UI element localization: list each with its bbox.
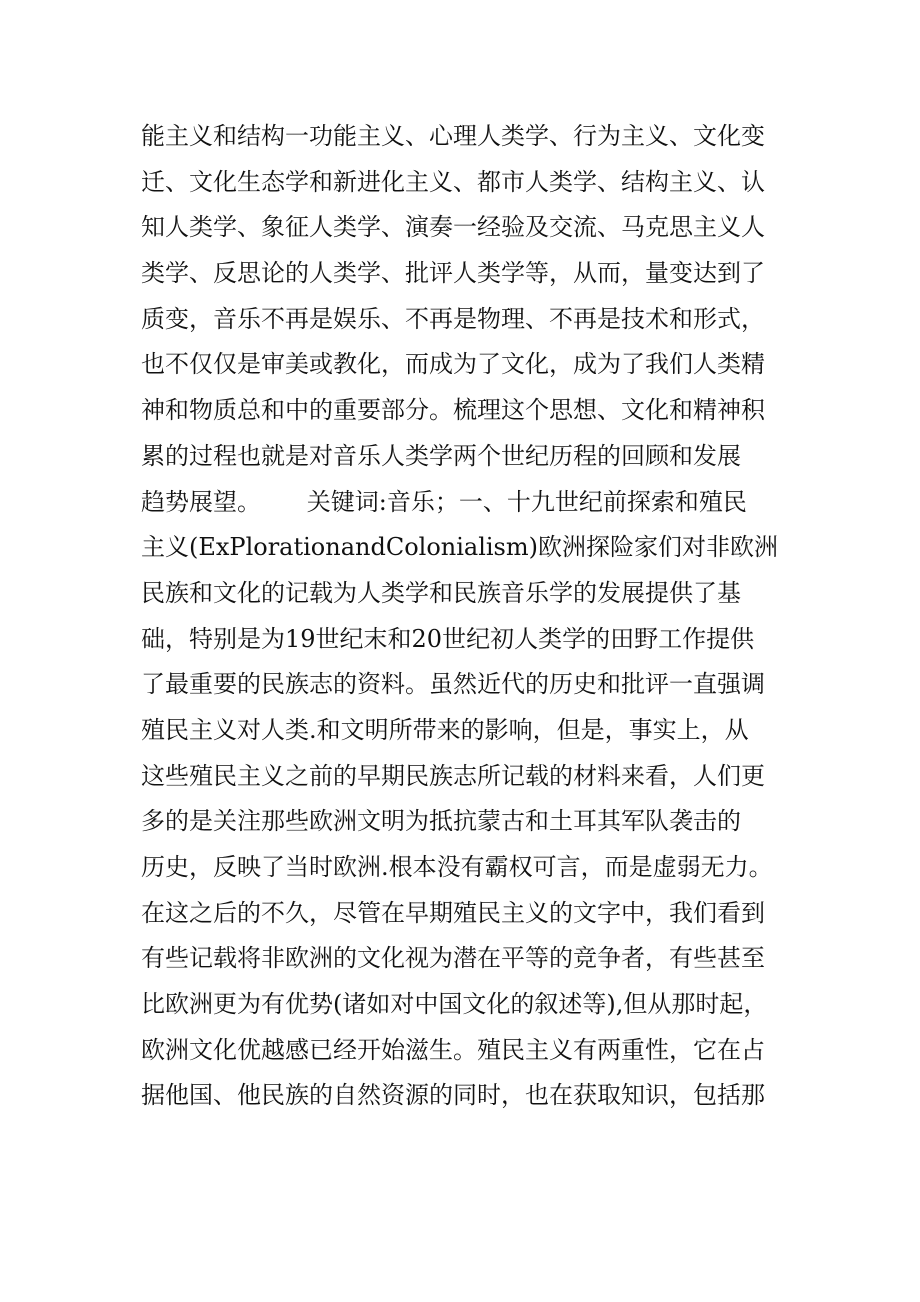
text-line: 趋势展望。 关键词:音乐；一、十九世纪前探索和殖民 (141, 487, 747, 516)
text-line: 质变，音乐不再是娱乐、不再是物理、不再是技术和形式， (141, 304, 765, 333)
text-line: 知人类学、象征人类学、演奏一经验及交流、马克思主义人 (141, 213, 765, 242)
text-line: 类学、反思论的人类学、批评人类学等，从而，量变达到了 (141, 259, 765, 288)
text-line: 多的是关注那些欧洲文明为抵抗蒙古和土耳其军队袭击的 (141, 807, 741, 836)
text-line: 据他国、他民族的自然资源的同时，也在获取知识，包括那 (141, 1081, 765, 1110)
text-line: 有些记载将非欧洲的文化视为潜在平等的竞争者，有些甚至 (141, 944, 765, 973)
text-line: 能主义和结构一功能主义、心理人类学、行为主义、文化变 (141, 122, 765, 150)
text-line: 比欧洲更为有优势(诸如对中国文化的叙述等),但从那时起， (141, 990, 768, 1019)
text-line: 在这之后的不久，尽管在早期殖民主义的文字中，我们看到 (141, 898, 765, 927)
text-line: 也不仅仅是审美或教化，而成为了文化，成为了我们人类精 (141, 350, 765, 379)
text-line: 础，特别是为19世纪末和20世纪初人类学的田野工作提供 (141, 624, 755, 653)
text-line: 神和物质总和中的重要部分。梳理这个思想、文化和精神积 (141, 396, 765, 425)
text-line: 殖民主义对人类.和文明所带来的影响，但是，事实上，从 (141, 715, 749, 744)
text-line: 了最重要的民族志的资料。虽然近代的历史和批评一直强调 (141, 670, 765, 699)
text-line: 欧洲文化优越感已经开始滋生。殖民主义有两重性，它在占 (141, 1035, 765, 1064)
text-line: 民族和文化的记载为人类学和民族音乐学的发展提供了基 (141, 578, 741, 607)
text-line: 历史，反映了当时欧洲.根本没有霸权可言，而是虚弱无力。 (141, 853, 773, 881)
text-line: 这些殖民主义之前的早期民族志所记载的材料来看，人们更 (141, 761, 765, 790)
text-line: 迁、文化生态学和新进化主义、都市人类学、结构主义、认 (141, 167, 765, 196)
text-line: 累的过程也就是对音乐人类学两个世纪历程的回顾和发展 (141, 441, 741, 470)
body-text (141, 114, 801, 1119)
text-line: 主义(ExPlorationandColonialism)欧洲探险家们对非欧洲 (141, 533, 778, 562)
